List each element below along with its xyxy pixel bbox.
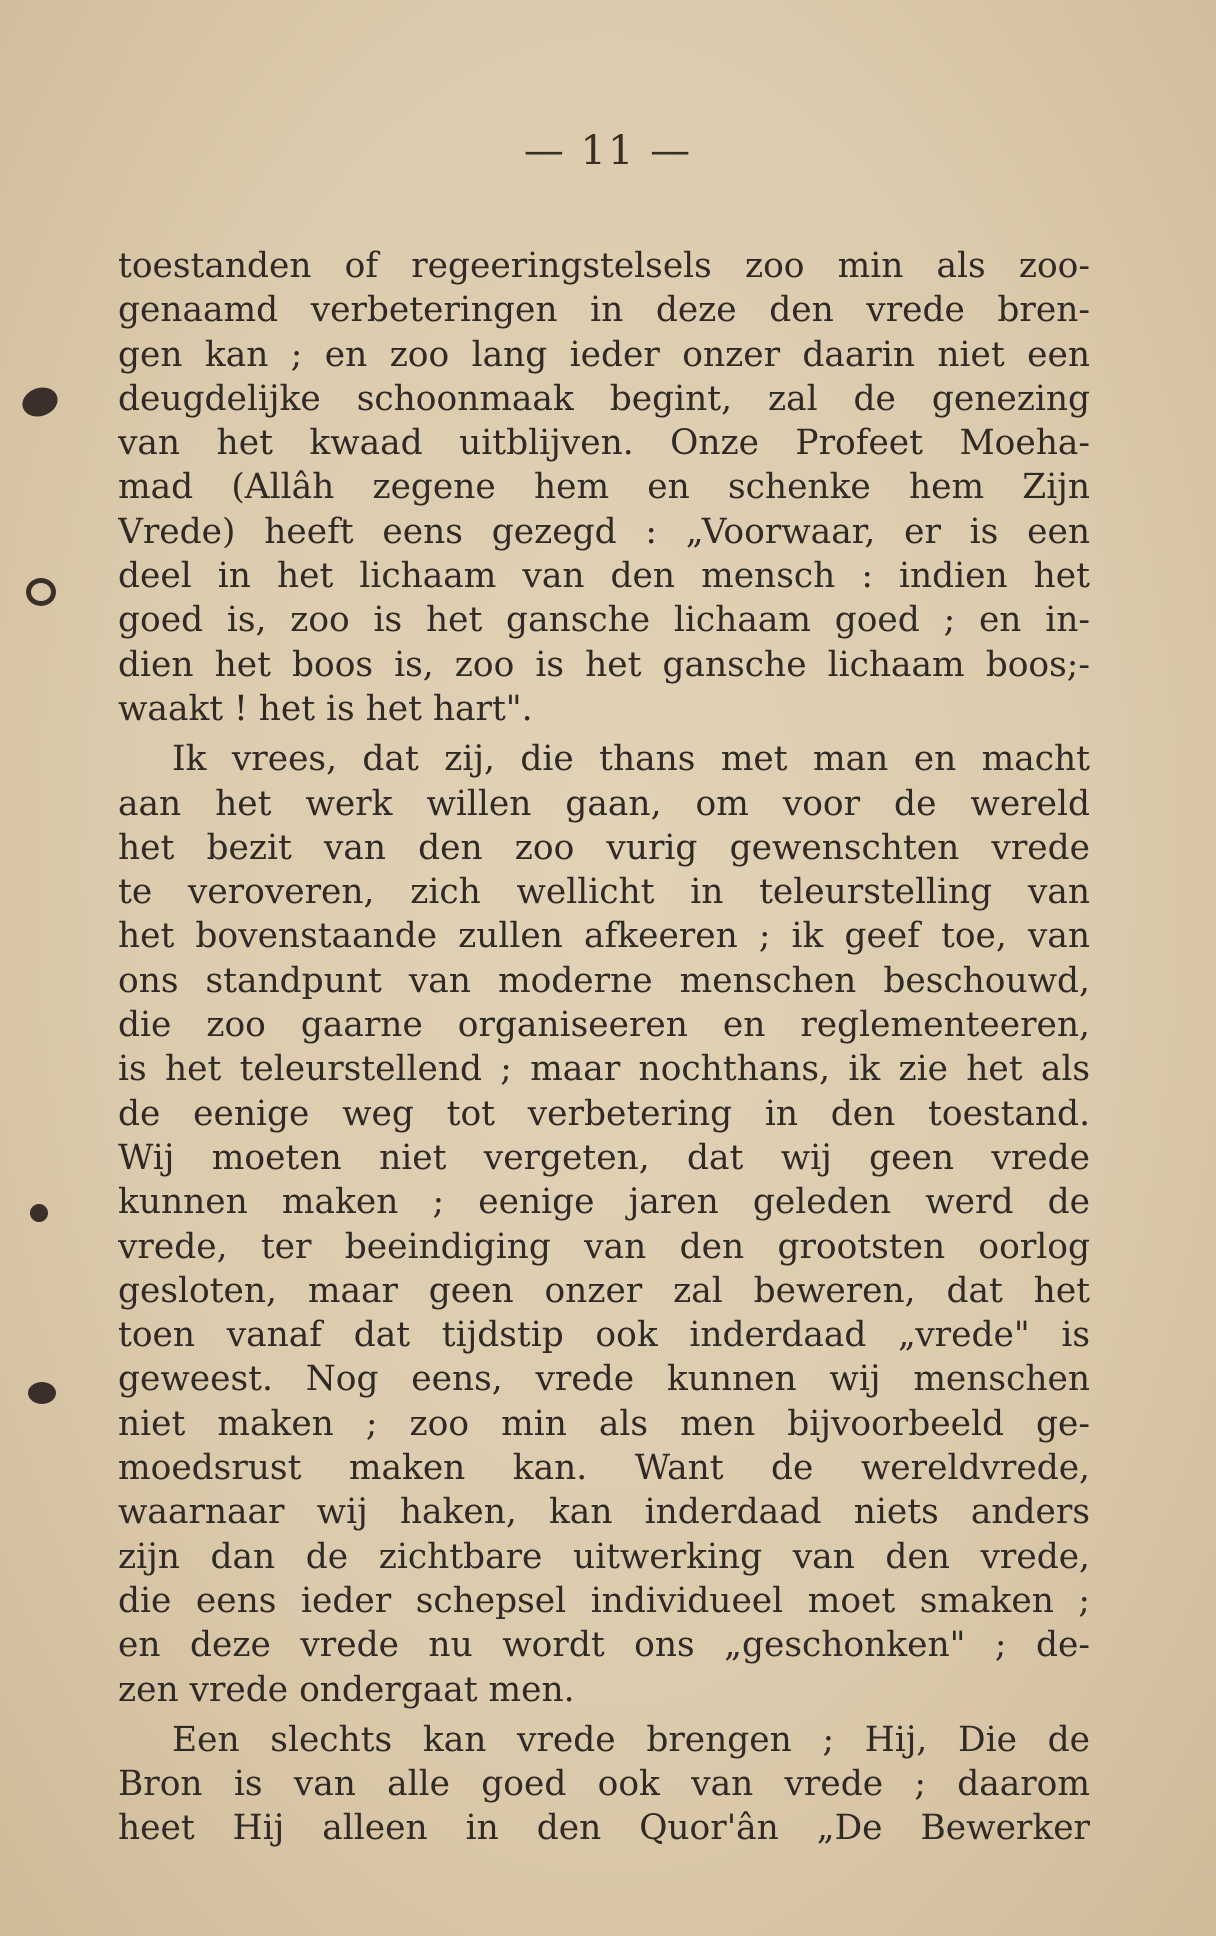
paragraph-1 — [118, 244, 1090, 731]
body-text — [118, 244, 1090, 1851]
text-line: Ik vrees, dat zij, die thans met man en macht — [172, 739, 1090, 780]
text-line: die eens ieder schepsel individueel moet smaken ; — [118, 1580, 1090, 1621]
text-line: toestanden of regeeringstelsels zoo min als zoo- — [118, 246, 1090, 286]
text-line: Bron is van alle goed ook van vrede ; daarom — [118, 1764, 1090, 1805]
text-line: is het teleurstellend ; maar nochthans, ik zie het als — [118, 1049, 1090, 1090]
text-line: van het kwaad uitblijven. Onze Profeet Moeha- — [118, 423, 1090, 464]
text-line: kunnen maken ; eenige jaren geleden werd de — [118, 1182, 1090, 1223]
text-line: goed is, zoo is het gansche lichaam goed ; en in- — [118, 600, 1090, 641]
text-line: de eenige weg tot verbetering in den toestand. — [118, 1093, 1090, 1134]
text-line: deugdelijke schoonmaak begint, zal de genezing — [118, 378, 1090, 419]
text-line: deel in het lichaam van den mensch : indien het — [118, 556, 1090, 597]
text-line: het bezit van den zoo vurig gewenschten vrede — [118, 827, 1090, 868]
binding-hole — [18, 383, 61, 422]
text-line: waarnaar wij haken, kan inderdaad niets anders — [118, 1492, 1090, 1533]
text-line: dien het boos is, zoo is het gansche lichaam boos;- — [118, 644, 1090, 685]
paragraph-3 — [118, 1718, 1090, 1851]
text-line: niet maken ; zoo min als men bijvoorbeeld ge- — [118, 1403, 1090, 1444]
text-line: zijn dan de zichtbare uitwerking van den vrede, — [118, 1536, 1090, 1577]
text-line: toen vanaf dat tijdstip ook inderdaad „vrede" is — [118, 1315, 1090, 1356]
text-line: Vrede) heeft eens gezegd : „Voorwaar, er is een — [118, 511, 1090, 552]
text-line: geweest. Nog eens, vrede kunnen wij menschen — [118, 1359, 1090, 1400]
text-line: en deze vrede nu wordt ons „geschonken" ; de- — [118, 1625, 1090, 1666]
text-line: gen kan ; en zoo lang ieder onzer daarin niet een — [118, 334, 1090, 375]
text-line: te veroveren, zich wellicht in teleurstelling van — [118, 872, 1090, 913]
text-line: Wij moeten niet vergeten, dat wij geen vrede — [118, 1137, 1090, 1178]
text-line: heet Hij alleen in den Quor'ân „De Bewerker — [118, 1808, 1090, 1849]
text-line: aan het werk willen gaan, om voor de wereld — [118, 783, 1090, 824]
text-line: waakt ! het is het hart". — [118, 688, 533, 729]
text-line: zen vrede ondergaat men. — [118, 1669, 575, 1710]
binding-hole — [26, 578, 56, 606]
text-line: mad (Allâh zegene hem en schenke hem Zijn — [118, 467, 1090, 508]
binding-hole — [28, 1382, 56, 1404]
text-line: gesloten, maar geen onzer zal beweren, dat het — [118, 1270, 1090, 1311]
text-line: die zoo gaarne organiseeren en reglementeeren, — [118, 1005, 1090, 1046]
text-line: Een slechts kan vrede brengen ; Hij, Die de — [172, 1719, 1090, 1760]
text-line: ons standpunt van moderne menschen beschouwd, — [118, 960, 1090, 1001]
binding-hole — [30, 1204, 48, 1222]
text-line: het bovenstaande zullen afkeeren ; ik geef toe, van — [118, 916, 1090, 957]
paragraph-2 — [118, 737, 1090, 1712]
text-line: vrede, ter beeindiging van den grootsten oorlog — [118, 1226, 1090, 1267]
text-line: genaamd verbeteringen in deze den vrede bren- — [118, 290, 1090, 331]
page-number: — 11 — — [523, 128, 693, 174]
text-line: moedsrust maken kan. Want de wereldvrede, — [118, 1448, 1090, 1489]
